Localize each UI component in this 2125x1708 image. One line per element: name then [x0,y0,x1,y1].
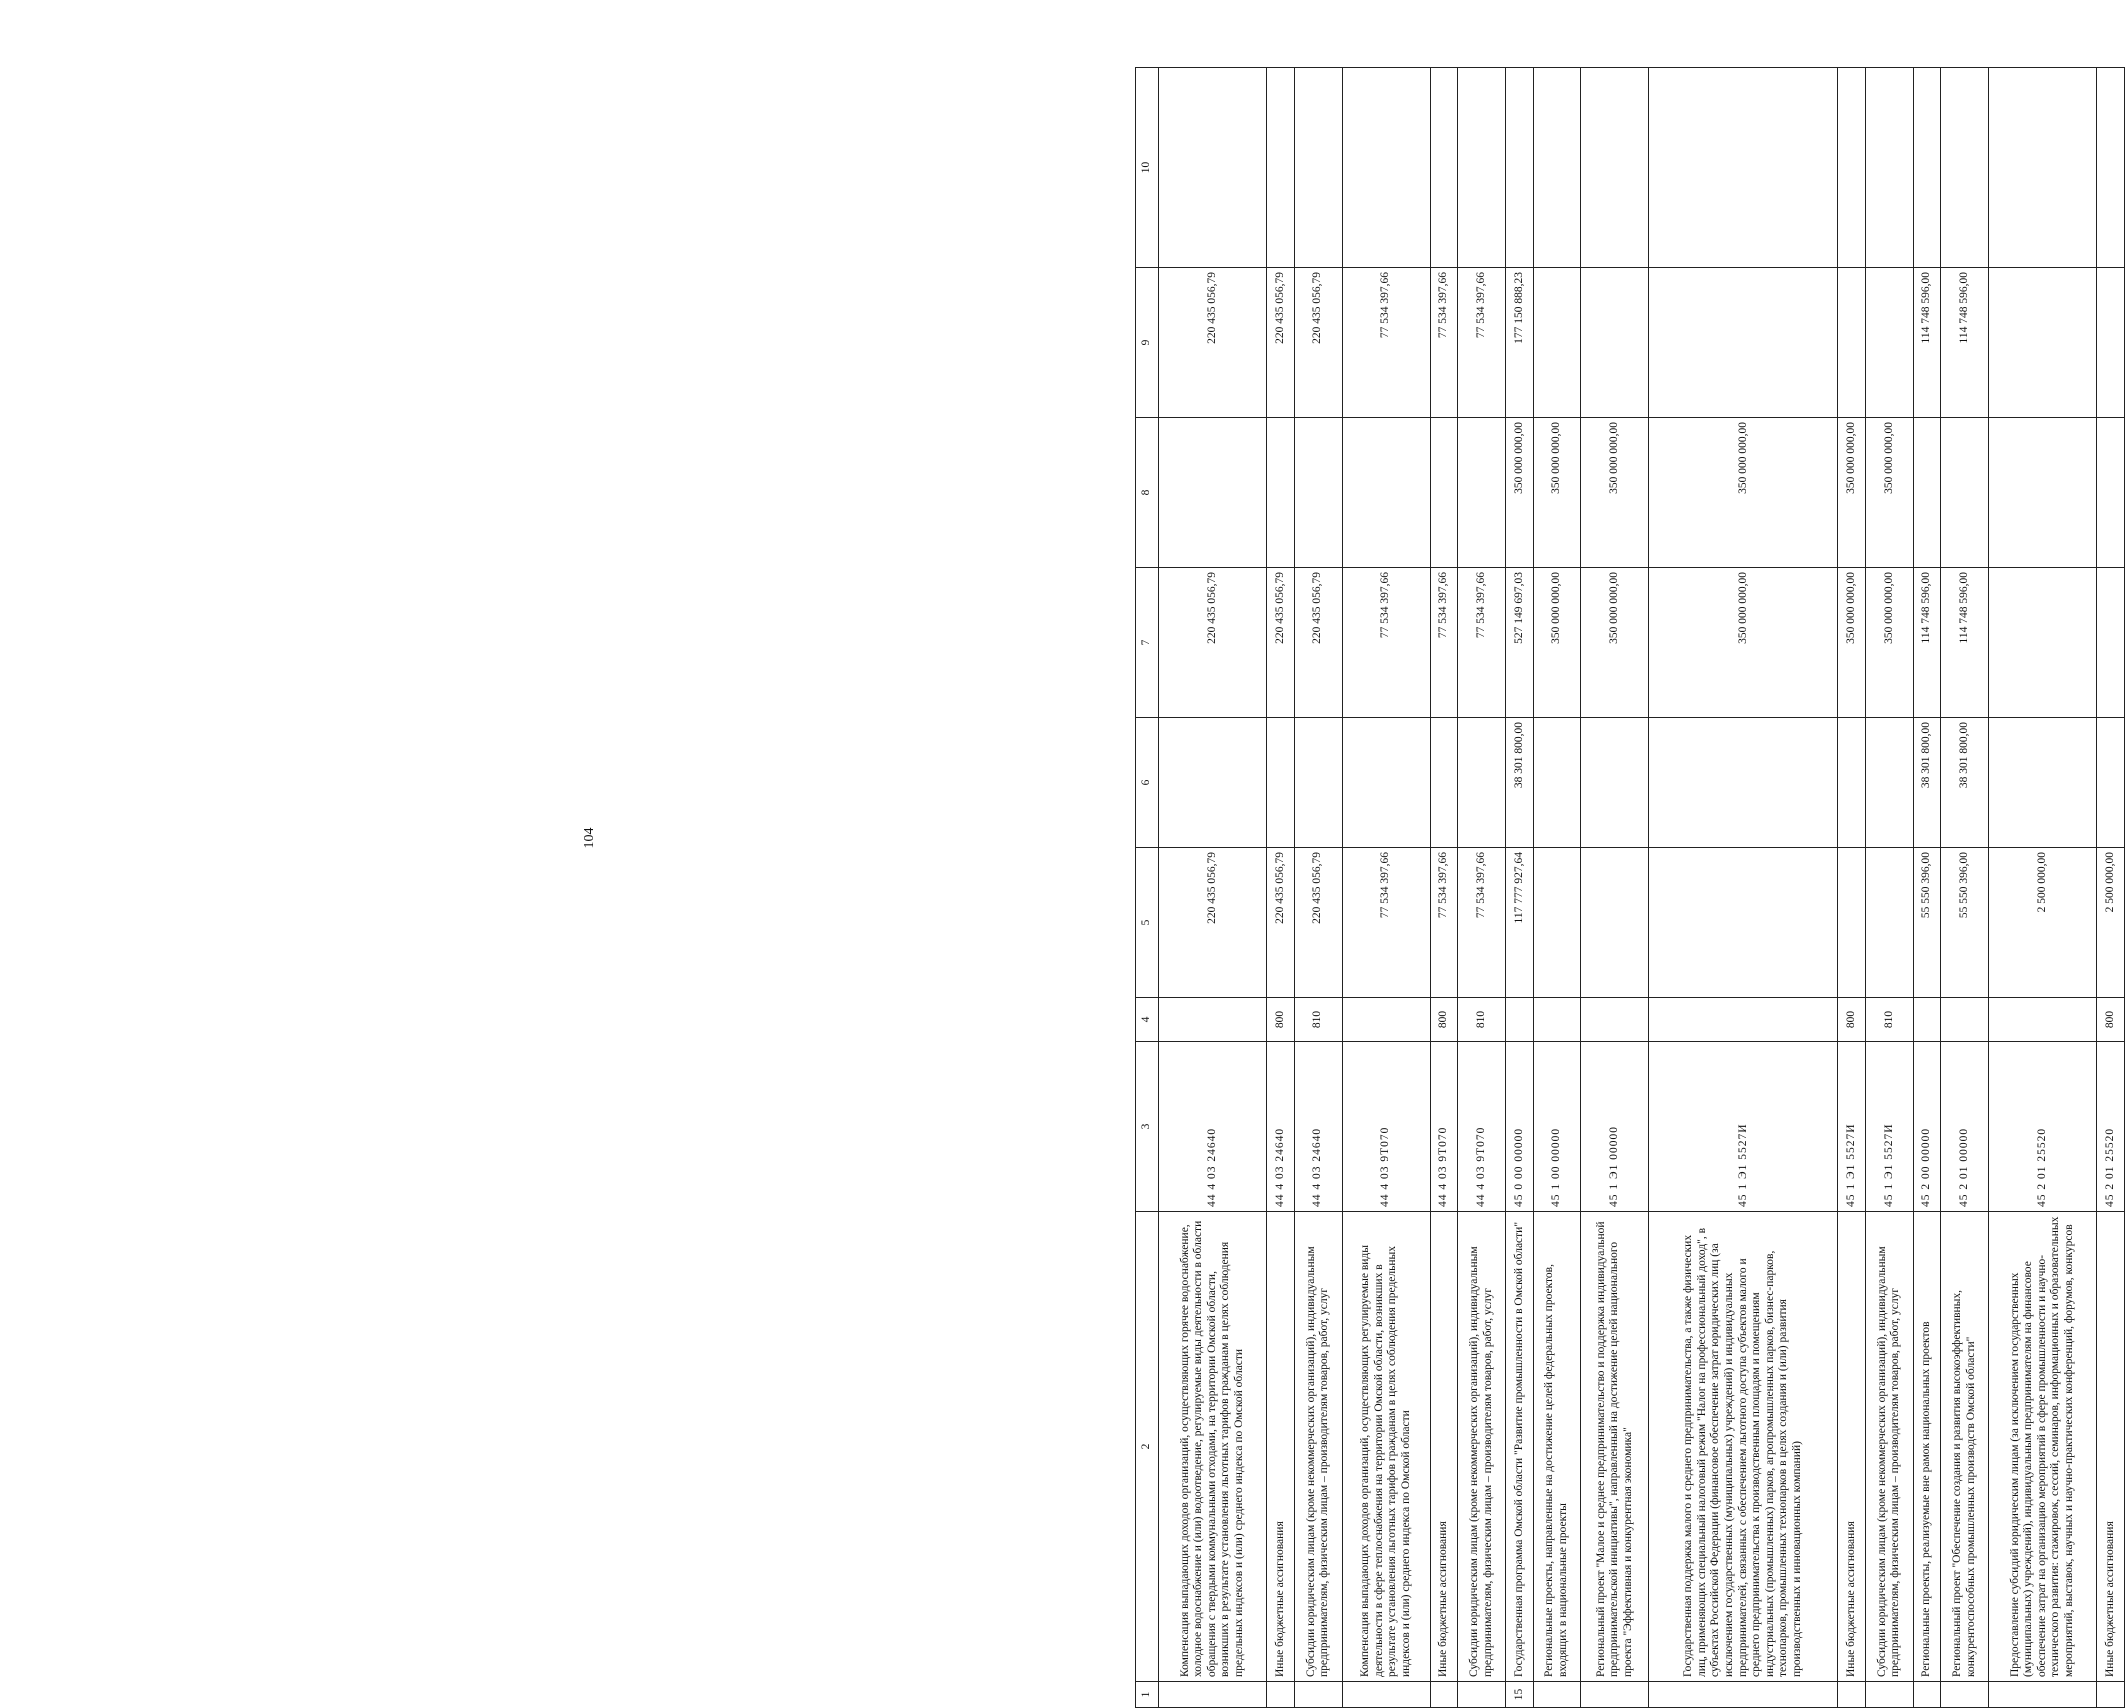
row-amount-col7: 350 000 000,00 [1533,568,1581,718]
row-description: Иные бюджетные ассигнования [1430,1212,1458,1682]
rotated-sheet [1135,68,2125,1708]
row-number [1294,1682,1342,1708]
table-row [2097,68,2125,1708]
row-amount-col8 [1941,418,1989,568]
row-description: Иные бюджетные ассигнования [1838,1212,1866,1682]
row-amount-col8 [2097,418,2125,568]
row-amount-col6 [1865,718,1913,848]
row-amount-col6: 38 301 800,00 [1506,718,1534,848]
row-description: Государственная поддержка малого и среднего предпринимательства, а также физических лиц, применяющих специальный налоговый режим "Налог на профессиональный доход", в субъектах Российской Федерации (финансовое обеспечение затрат юридических лиц (за исключением государственных (муниципальных) учреждений) и индивидуальных предпринимателей, связанных с обеспечением льготного доступа субъектов малого и среднего предпринимательства к производственным площадям и помещениям индустриальных (промышленных) парков, агропромышленных парков, бизнес-парков, технопарков, промышленных технопарков в целях создания и (или) развития производственных и инновационных компаний) [1649,1212,1838,1682]
row-expense-type: 800 [1267,998,1295,1042]
row-amount-col5: 55 550 396,00 [1913,848,1941,998]
row-amount-col10 [1941,68,1989,268]
row-number [1941,1682,1989,1708]
row-amount-col10 [1913,68,1941,268]
table-row [1865,68,1913,1708]
row-amount-col7: 350 000 000,00 [1581,568,1649,718]
row-expense-type [1581,998,1649,1042]
row-budget-code: 45 1 Э1 00000 [1581,1042,1649,1212]
row-budget-code: 44 4 03 24640 [1159,1042,1267,1212]
row-amount-col9: 77 534 397,66 [1342,268,1430,418]
row-expense-type: 800 [1430,998,1458,1042]
row-budget-code: 44 4 03 9Т070 [1430,1042,1458,1212]
row-description: Государственная программа Омской области "Развитие промышленности в Омской области" [1506,1212,1534,1682]
row-amount-col7: 77 534 397,66 [1430,568,1458,718]
row-amount-col10 [2097,68,2125,268]
row-amount-col7: 350 000 000,00 [1865,568,1913,718]
row-number [1430,1682,1458,1708]
row-description: Субсидии юридическим лицам (кроме некоммерческих организаций), индивидуальным предпринимателям, физическим лицам – производителям товаров, работ, услуг [1865,1212,1913,1682]
row-amount-col10 [1989,68,2097,268]
budget-table [1135,67,2125,1708]
row-amount-col8 [1267,418,1295,568]
row-expense-type: 800 [2097,998,2125,1042]
row-amount-col8: 350 000 000,00 [1865,418,1913,568]
header-col-8: 8 [1136,418,1159,568]
row-amount-col6 [1581,718,1649,848]
row-amount-col8: 350 000 000,00 [1581,418,1649,568]
row-amount-col9: 220 435 056,79 [1159,268,1267,418]
row-amount-col9 [1865,268,1913,418]
row-number [1865,1682,1913,1708]
row-amount-col7: 77 534 397,66 [1458,568,1506,718]
table-row [1506,68,1534,1708]
row-amount-col6 [1267,718,1295,848]
row-number [1581,1682,1649,1708]
row-amount-col10 [1294,68,1342,268]
row-amount-col7: 527 149 697,03 [1506,568,1534,718]
row-amount-col6 [1458,718,1506,848]
row-number [1913,1682,1941,1708]
row-amount-col10 [1458,68,1506,268]
table-row [1267,68,1295,1708]
row-amount-col6 [1533,718,1581,848]
row-budget-code: 44 4 03 24640 [1294,1042,1342,1212]
row-amount-col9: 220 435 056,79 [1294,268,1342,418]
row-amount-col7: 220 435 056,79 [1294,568,1342,718]
row-amount-col8: 350 000 000,00 [1838,418,1866,568]
row-amount-col8: 350 000 000,00 [1506,418,1534,568]
header-col-7: 7 [1136,568,1159,718]
row-budget-code: 45 1 00 00000 [1533,1042,1581,1212]
row-amount-col6: 38 301 800,00 [1913,718,1941,848]
row-budget-code: 44 4 03 24640 [1267,1042,1295,1212]
row-amount-col5: 77 534 397,66 [1458,848,1506,998]
row-amount-col6 [1342,718,1430,848]
row-amount-col6 [1989,718,2097,848]
table-row [1649,68,1838,1708]
row-number [2097,1682,2125,1708]
row-expense-type: 810 [1458,998,1506,1042]
row-budget-code: 45 2 01 00000 [1941,1042,1989,1212]
row-amount-col5: 55 550 396,00 [1941,848,1989,998]
table-row [1294,68,1342,1708]
row-description: Региональный проект "Малое и среднее предпринимательство и поддержка индивидуальной предпринимательской инициативы", направленный на достижение целей национального проекта "Эффективная и конкурентная экономика" [1581,1212,1649,1682]
row-expense-type [1989,998,2097,1042]
table-row [1430,68,1458,1708]
row-number [1838,1682,1866,1708]
row-amount-col9 [2097,268,2125,418]
row-amount-col6 [1294,718,1342,848]
row-amount-col7: 114 748 596,00 [1913,568,1941,718]
row-description: Субсидии юридическим лицам (кроме некоммерческих организаций), индивидуальным предпринимателям, физическим лицам – производителям товаров, работ, услуг [1458,1212,1506,1682]
row-amount-col6 [1649,718,1838,848]
row-expense-type [1506,998,1534,1042]
row-number [1267,1682,1295,1708]
row-budget-code: 45 2 01 25520 [2097,1042,2125,1212]
header-col-9: 9 [1136,268,1159,418]
row-amount-col9 [1533,268,1581,418]
row-amount-col5: 2 500 000,00 [2097,848,2125,998]
header-col-1: 1 [1136,1682,1159,1708]
header-col-10: 10 [1136,68,1159,268]
row-expense-type [1941,998,1989,1042]
row-amount-col7 [1989,568,2097,718]
row-budget-code: 45 2 00 00000 [1913,1042,1941,1212]
table-row [1989,68,2097,1708]
row-amount-col8 [1342,418,1430,568]
row-budget-code: 45 1 Э1 5527И [1838,1042,1866,1212]
row-expense-type [1533,998,1581,1042]
row-budget-code: 45 2 01 25520 [1989,1042,2097,1212]
row-number [1649,1682,1838,1708]
row-amount-col7: 114 748 596,00 [1941,568,1989,718]
row-expense-type [1159,998,1267,1042]
row-amount-col10 [1838,68,1866,268]
row-amount-col8 [1913,418,1941,568]
row-amount-col5 [1838,848,1866,998]
header-col-5: 5 [1136,848,1159,998]
row-amount-col6: 38 301 800,00 [1941,718,1989,848]
row-amount-col8: 350 000 000,00 [1649,418,1838,568]
row-amount-col6 [1159,718,1267,848]
row-amount-col10 [1581,68,1649,268]
row-amount-col5: 220 435 056,79 [1267,848,1295,998]
table-row [1941,68,1989,1708]
row-description: Региональный проект "Обеспечение создания и развития высокоэффективных, конкурентоспособных промышленных производств Омской области" [1941,1212,1989,1682]
row-amount-col9: 114 748 596,00 [1913,268,1941,418]
row-number: 15 [1506,1682,1534,1708]
row-amount-col5: 77 534 397,66 [1342,848,1430,998]
row-amount-col10 [1506,68,1534,268]
header-col-4: 4 [1136,998,1159,1042]
row-amount-col9: 77 534 397,66 [1458,268,1506,418]
row-amount-col5 [1865,848,1913,998]
row-amount-col5: 220 435 056,79 [1294,848,1342,998]
row-number [1342,1682,1430,1708]
header-col-6: 6 [1136,718,1159,848]
row-expense-type: 810 [1294,998,1342,1042]
row-amount-col6 [1430,718,1458,848]
table-row [1838,68,1866,1708]
row-amount-col8 [1159,418,1267,568]
row-amount-col10 [1159,68,1267,268]
row-amount-col9: 177 150 888,23 [1506,268,1534,418]
row-amount-col6 [1838,718,1866,848]
row-amount-col10 [1430,68,1458,268]
row-amount-col6 [2097,718,2125,848]
row-amount-col7: 220 435 056,79 [1159,568,1267,718]
table-row [1458,68,1506,1708]
row-amount-col10 [1342,68,1430,268]
row-amount-col9: 220 435 056,79 [1267,268,1295,418]
row-budget-code: 44 4 03 9Т070 [1458,1042,1506,1212]
row-budget-code: 44 4 03 9Т070 [1342,1042,1430,1212]
row-amount-col7 [2097,568,2125,718]
row-amount-col8 [1989,418,2097,568]
row-number [1989,1682,2097,1708]
page-number: 104 [582,827,597,849]
row-expense-type [1913,998,1941,1042]
row-budget-code: 45 0 00 00000 [1506,1042,1534,1212]
row-description: Компенсация выпадающих доходов организаций, осуществляющих горячее водоснабжение, холодное водоснабжение и (или) водоотведение, регулируемые виды деятельности в области обращения с твердыми коммунальными отходами, на территории Омской области, возникших в результате установления льготных тарифов гражданам в целях соблюдения предельных индексов и (или) среднего индекса по Омской области [1159,1212,1267,1682]
row-description: Иные бюджетные ассигнования [1267,1212,1295,1682]
row-amount-col8: 350 000 000,00 [1533,418,1581,568]
row-description: Предоставление субсидий юридическим лицам (за исключением государственных (муниципальных) учреждений), индивидуальным предпринимателям на финансовое обеспечение затрат на организацию мероприятий в сфере промышленности и научно-технического развития: стажировок, сессий, семинаров, информационных и образовательных мероприятий, выставок, научных и научно-практических конференций, форумов, конкурсов [1989,1212,2097,1682]
row-amount-col5: 220 435 056,79 [1159,848,1267,998]
row-budget-code: 45 1 Э1 5527И [1865,1042,1913,1212]
row-amount-col7: 350 000 000,00 [1649,568,1838,718]
row-amount-col5 [1649,848,1838,998]
row-description: Субсидии юридическим лицам (кроме некоммерческих организаций), индивидуальным предпринимателям, физическим лицам – производителям товаров, работ, услуг [1294,1212,1342,1682]
row-amount-col5 [1533,848,1581,998]
row-amount-col8 [1458,418,1506,568]
row-description: Региональные проекты, реализуемые вне рамок национальных проектов [1913,1212,1941,1682]
row-amount-col10 [1267,68,1295,268]
row-amount-col8 [1294,418,1342,568]
row-amount-col9 [1581,268,1649,418]
row-amount-col5: 2 500 000,00 [1989,848,2097,998]
table-row [1581,68,1649,1708]
table-row [1913,68,1941,1708]
row-expense-type: 810 [1865,998,1913,1042]
row-amount-col9: 114 748 596,00 [1941,268,1989,418]
header-row [1136,68,1159,1708]
row-description: Региональные проекты, направленные на достижение целей федеральных проектов, входящих в национальные проекты [1533,1212,1581,1682]
row-amount-col5: 117 777 927,64 [1506,848,1534,998]
row-amount-col7: 220 435 056,79 [1267,568,1295,718]
row-number [1159,1682,1267,1708]
header-col-3: 3 [1136,1042,1159,1212]
row-amount-col10 [1649,68,1838,268]
row-number [1458,1682,1506,1708]
row-amount-col10 [1865,68,1913,268]
row-expense-type [1342,998,1430,1042]
row-amount-col5 [1581,848,1649,998]
row-amount-col7: 350 000 000,00 [1838,568,1866,718]
table-row [1533,68,1581,1708]
row-amount-col10 [1533,68,1581,268]
row-budget-code: 45 1 Э1 5527И [1649,1042,1838,1212]
row-amount-col7: 77 534 397,66 [1342,568,1430,718]
row-expense-type [1649,998,1838,1042]
row-amount-col5: 77 534 397,66 [1430,848,1458,998]
table-row [1342,68,1430,1708]
table-row [1159,68,1267,1708]
row-amount-col9 [1838,268,1866,418]
row-description: Иные бюджетные ассигнования [2097,1212,2125,1682]
row-description: Компенсация выпадающих доходов организаций, осуществляющих регулируемые виды деятельности в сфере теплоснабжения на территории Омской области, возникших в результате установления льготных тарифов гражданам в целях соблюдения предельных индексов и (или) среднего индекса по Омской области [1342,1212,1430,1682]
row-amount-col9 [1649,268,1838,418]
header-col-2: 2 [1136,1212,1159,1682]
row-number [1533,1682,1581,1708]
row-amount-col9 [1989,268,2097,418]
row-amount-col8 [1430,418,1458,568]
row-amount-col9: 77 534 397,66 [1430,268,1458,418]
row-expense-type: 800 [1838,998,1866,1042]
